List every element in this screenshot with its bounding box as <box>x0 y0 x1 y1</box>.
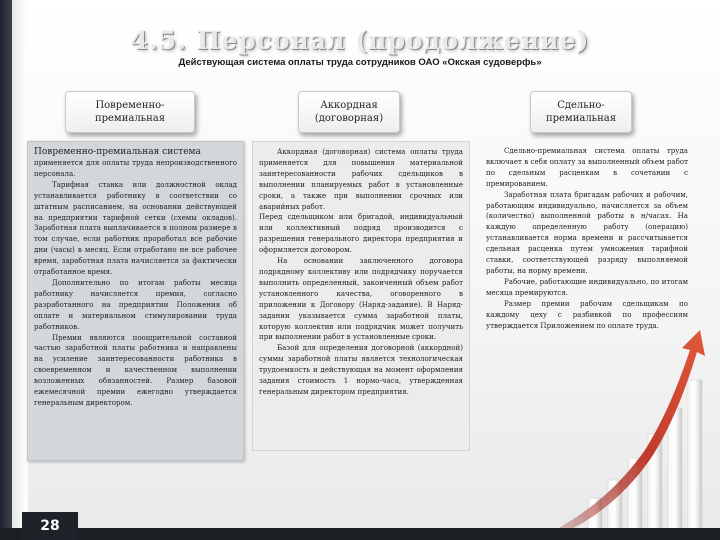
time-bonus-paragraph-4: Премии являются поощрительной составной частью заработной платы работника и направлены на усиление заинтересованности работника в своевременном и качественном выполнении возложенных обязанностей. Размер базовой ежемесячной премии ежегодно утверждается генеральным директором. <box>34 332 237 407</box>
piece-bonus-description-box <box>480 141 694 381</box>
tab-time-bonus <box>65 91 195 133</box>
time-bonus-description-box <box>27 141 244 461</box>
page-subtitle: Действующая система оплаты труда сотрудников ОАО «Окская судоверфь» <box>178 57 542 68</box>
page-number: 28 <box>22 512 78 540</box>
time-bonus-paragraph-1: применяется для оплаты труда непроизводственного персонала. <box>34 158 237 178</box>
accord-paragraph-4: Базой для определения договорной (аккордной) суммы заработной платы является технологическая трудоемкость и действующая на момент оформления задания стоимость 1 нормо-часа, утвержденная генеральным директором предприятия. <box>259 343 463 396</box>
accord-description-box <box>252 141 470 451</box>
tab-accord-label: Аккордная (договорная) <box>314 100 384 124</box>
piece-bonus-paragraph-1: Сдельно-премиальная система оплаты труда включает в себя оплату за выполненный объем работ по сдельным расценкам в сочетании с премированием. <box>486 146 688 188</box>
accord-paragraph-1: Аккордная (договорная) система оплаты труда применяется для повышения материальной заинтересованности рабочих сдельщиков в выполнении планируемых работ в установленные сроки, а также при выполнении срочных или аварийных работ. <box>259 147 463 211</box>
piece-bonus-paragraph-3: Рабочие, работающие индивидуально, по итогам месяца премируются. <box>486 276 688 297</box>
time-bonus-heading: Повременно-премиальная система <box>34 147 201 157</box>
page-title: 4.5. Персонал (продолжение) <box>130 26 590 55</box>
left-sidebar-highlight <box>12 0 28 540</box>
tab-piece-bonus <box>530 91 632 133</box>
footer-bar <box>0 528 720 540</box>
tab-piece-bonus-label: Сдельно- премиальная <box>545 100 617 124</box>
time-bonus-paragraph-3: Дополнительно по итогам работы месяца работнику начисляется премия, согласно разработанного на предприятии Положения об оплате и материальном стимулировании труда работников. <box>34 277 237 331</box>
tab-time-bonus-label: Повременно- премиальная <box>94 100 166 124</box>
piece-bonus-paragraph-2: Заработная плата бригадам рабочих и рабочим, работающим индивидуально, начисляется за объем (количество) выполненной работы в н/часах. На каждую определенную работу (операцию) устанавливается норма времени и рассчитывается сдельная расценка путем умножения тарифной ставки, соответствующей разряду выполняемой работы, на норму времени. <box>486 189 688 275</box>
accord-paragraph-3: На основании заключенного договора подрядному коллективу или подрядчику поручается выполнить определенный, законченный объем работ установленного качества, оговоренного в приложении к Договору (Наряд-задание). В Наряд-задании указывается сумма заработной платы, которую коллектив или подрядчик может получить при выполнении работ в установленные сроки. <box>259 256 463 342</box>
tab-accord <box>298 91 400 133</box>
left-sidebar-bar <box>0 0 12 540</box>
accord-paragraph-2: Перед сдельщиком или бригадой, индивидуальный или коллективный подряд производится с разрешения генерального директора предприятия и оформляется договором. <box>259 212 463 255</box>
piece-bonus-paragraph-4: Размер премии рабочим сдельщикам по каждому цеху с разбивкой по профессиям утверждается Приложением по оплате труда. <box>486 298 688 330</box>
time-bonus-paragraph-2: Тарифная ставка или должностной оклад устанавливается работнику в соответствии со штатным расписанием, на основании действующей на предприятии тарифной сетки (схемы окладов). Заработная плата выплачивается в полном размере в том случае, если работник проработал все рабочие дни (часы) в месяц. Если отработано не все рабочее время, заработная плата начисляется за фактически отработанное время. <box>34 179 237 277</box>
